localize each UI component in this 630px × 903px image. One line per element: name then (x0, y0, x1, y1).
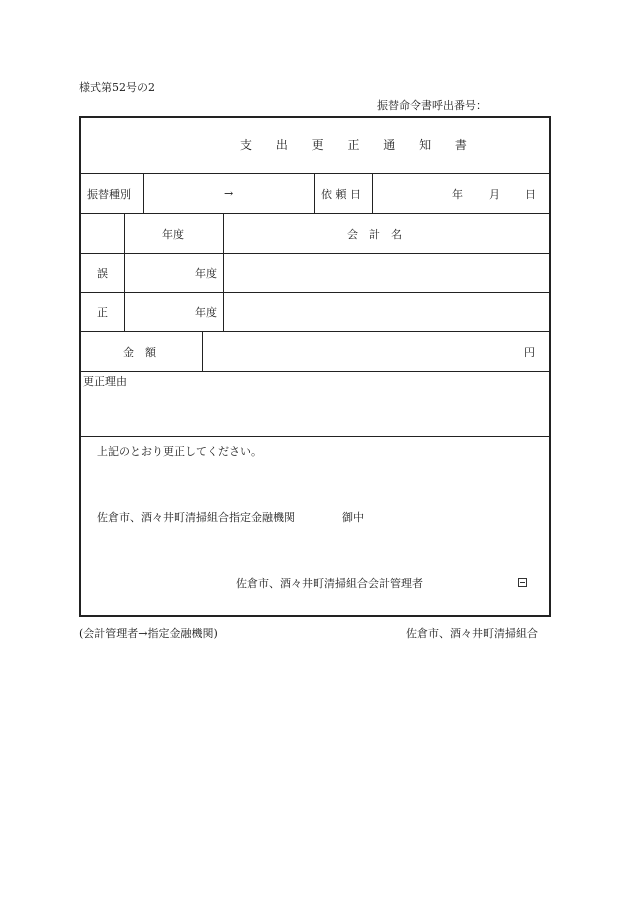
transfer-type-label: 振替種別 (87, 188, 131, 201)
transfer-order-number-label: 振替命令書呼出番号： (377, 99, 487, 112)
form-title: 支 出 更 正 通 知 書 (240, 138, 477, 152)
year-label: 年 (452, 188, 463, 201)
correct-label: 正 (97, 306, 108, 319)
form-frame (79, 116, 551, 617)
divider-v-type-end (314, 173, 315, 213)
month-label: 月 (489, 188, 500, 201)
addressee: 佐倉市、酒々井町清掃組合指定金融機関 (97, 511, 295, 524)
request-date-label: 依 頼 日 (321, 188, 361, 201)
account-name-header: 会 計 名 (347, 228, 402, 241)
divider-correct (80, 331, 551, 332)
divider-v-year (223, 213, 224, 331)
divider-header (80, 253, 551, 254)
divider-reason (80, 436, 551, 437)
correct-fiscal-year: 年度 (195, 306, 217, 319)
amount-label: 金 額 (123, 346, 156, 359)
currency-label: 円 (524, 346, 535, 359)
divider-v-type (143, 173, 144, 213)
divider-v-amount (202, 331, 203, 371)
arrow: → (224, 187, 234, 200)
honorific: 御中 (342, 511, 364, 524)
fiscal-year-header: 年度 (162, 228, 184, 241)
error-label: 誤 (97, 267, 108, 280)
divider-v-date (372, 173, 373, 213)
error-fiscal-year: 年度 (195, 267, 217, 280)
request-text: 上記のとおり更正してください。 (97, 445, 262, 458)
footer-organization: 佐倉市、酒々井町清掃組合 (406, 627, 538, 640)
divider-amount (80, 371, 551, 372)
divider-error (80, 292, 551, 293)
divider-row1 (80, 213, 551, 214)
divider-title (80, 173, 551, 174)
sender: 佐倉市、酒々井町清掃組合会計管理者 (236, 577, 423, 590)
reason-label: 更正理由 (83, 375, 127, 388)
day-label: 日 (525, 188, 536, 201)
footer-routing: (会計管理者→指定金融機関) (79, 627, 218, 640)
divider-v-label (124, 213, 125, 331)
form-number: 様式第52号の2 (79, 81, 155, 94)
seal-icon (518, 578, 527, 587)
